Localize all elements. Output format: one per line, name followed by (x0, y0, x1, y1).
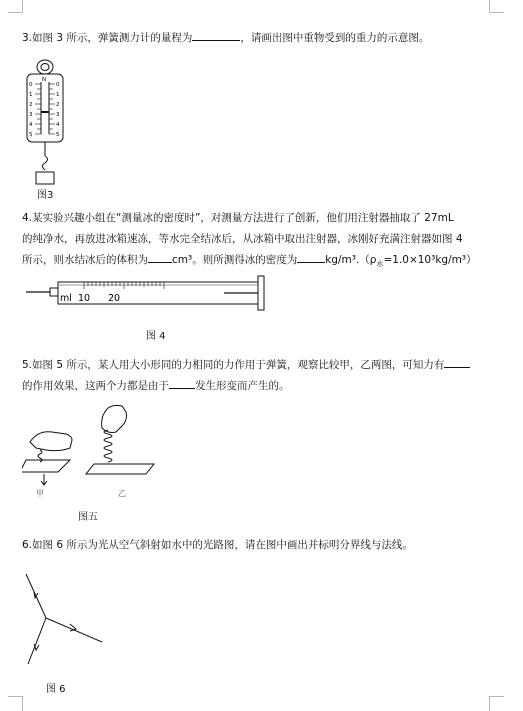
q5-line-2 (22, 376, 498, 397)
q5-deform-blank[interactable] (169, 377, 195, 389)
scale-top-ring (37, 60, 53, 74)
scale-weight (36, 172, 54, 184)
q4-text-c: kg/m³.（ρ (325, 254, 377, 266)
scale-right-number: 2 (56, 102, 60, 108)
q6-question: 6.如图 6 所示为光从空气斜射如水中的光路图，请在图中画出并标明分界线与法线。 (22, 539, 413, 551)
syringe-figure (24, 272, 268, 316)
spring-yi (104, 430, 112, 462)
q3-text-b: ，请画出图中重物受到的重力的示意图。 (240, 32, 430, 44)
q5-line-1 (22, 355, 498, 376)
q3-figure-caption: 图3 (37, 190, 54, 201)
q5-figure-caption: 图五 (78, 512, 98, 523)
scale-right-number: 3 (56, 112, 60, 118)
q3-answer-blank[interactable] (192, 29, 240, 41)
q4-text-d: =1.0×10³kg/m³） (383, 254, 477, 266)
q6-figure-caption: 图 6 (46, 684, 66, 695)
scale-right-number: 5 (56, 132, 60, 138)
q5-text-a: 5.如图 5 所示，某人用大小形同的力相同的力作用于弹簧，观察比较甲，乙两图，可知力有 (22, 359, 445, 371)
q5-text-b: 的作用效果，这两个力都是由于 (22, 380, 169, 392)
syringe-unit-label: ml (60, 293, 72, 304)
label-yi: 乙 (118, 489, 126, 498)
q5-text-c: 发生形变而产生的。 (195, 380, 290, 392)
q4-text-b: cm³。则所测得冰的密度为 (172, 254, 298, 266)
q4-text-a: 所示，则水结冰后的体积为 (22, 254, 148, 266)
scale-ticks (35, 84, 55, 134)
corner-mark-top-left (8, 0, 23, 13)
scale-right-number: 1 (56, 92, 60, 98)
label-jia: 甲 (36, 489, 44, 498)
q4-density-blank[interactable] (297, 251, 325, 263)
scale-unit-label: N (42, 77, 47, 83)
scale-left-number: 3 (29, 112, 33, 118)
scale-left-number: 1 (29, 92, 33, 98)
syringe-ticks (84, 282, 164, 289)
syringe-flange (258, 276, 264, 310)
q3-text-a: 3.如图 3 所示，弹簧测力计的量程为 (22, 32, 193, 44)
spring-hands-figure (22, 400, 166, 500)
q4-line-1: 4.某实验兴趣小组在“测量冰的密度时”，对测量方法进行了创新，他们用注射器抽取了 27mL (22, 212, 454, 224)
hand-jia (30, 432, 72, 451)
scale-left-number: 2 (29, 102, 33, 108)
scale-left-number: 4 (29, 122, 33, 128)
scale-left-number: 0 (29, 82, 33, 88)
q4-line-2: 的纯净水，再放进冰箱速冻，等水完全结冰后，从冰箱中取出注射器，冰刚好充满注射器如图 4 (22, 233, 463, 245)
syringe-mark-20: 20 (108, 293, 121, 304)
spring-scale-figure (22, 56, 68, 186)
scale-right-numbers (56, 82, 60, 138)
scale-right-number: 0 (56, 82, 60, 88)
board-yi (86, 464, 154, 474)
scale-left-numbers (29, 82, 33, 138)
hand-yi (102, 405, 127, 432)
q4-rho-subscript: 水 (376, 260, 384, 269)
q4-volume-blank[interactable] (148, 251, 172, 263)
q3-question (22, 28, 498, 49)
syringe-tip (50, 288, 58, 296)
scale-right-number: 4 (56, 122, 60, 128)
syringe-mark-10: 10 (78, 293, 91, 304)
scale-hook (43, 156, 48, 170)
light-path-figure (24, 572, 114, 672)
q4-figure-caption: 图 4 (146, 331, 166, 342)
scale-left-number: 5 (29, 132, 33, 138)
q5-effect-blank[interactable] (444, 356, 470, 368)
board-jia (22, 460, 70, 472)
refracted-ray (28, 618, 46, 664)
corner-mark-top-right (489, 0, 504, 13)
